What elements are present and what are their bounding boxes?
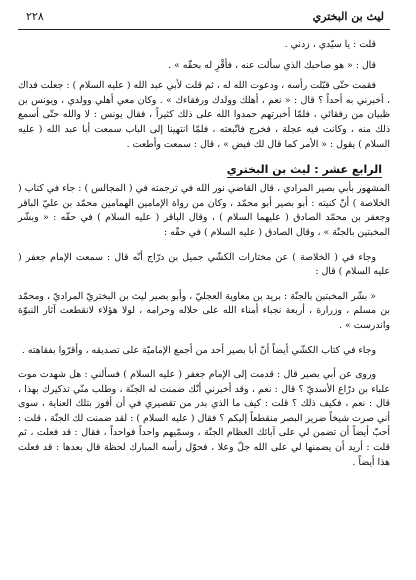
document-body: [18, 38, 390, 470]
paragraph: قال : « هو صاحبك الذي سألت عنه ، فأقْرِ له بحقّه » .: [168, 59, 376, 71]
paragraph: فقمت حتّى قبّلت رأسه ، ودعوت الله له ، ثم قلت لأبي عبد الله ( عليه السلام ) : جعلت فداك ، أخبرني به أحداً ؟ قال : « نعم ، أهلك وولدك ورفقاءك » . وكان معي أهلي وولدي ، ويونس بن ظبيان من رفقائي ، فلمّا أخبرتهم حمدوا الله على ذلك كثيراً ، فقال يونس : لا والله حتّى أسمع ذلك منه ، وكانت فيه عجلة ، فخرج فاتّبعته ، فلمّا انتهينا إلى الباب سمعت أبا عبد الله ( عليه السلام ) يقول : « الأمر كما قال لك فيض » ، قال : سمعت وأطعت .: [18, 80, 390, 150]
paragraph: وجاء في كتاب الكشّي أيضاً أنّ أبا بصير أحد من أجمع الإماميّة على تصديقه ، وأقرّوا بفقاهته .: [21, 344, 376, 356]
section-heading-text: الرابع عشر : ليث بن البختري: [226, 163, 382, 177]
paragraph: المشهور بأبي بصير المرادي ، قال القاضي نور الله في ترجمته في ( المجالس ) : جاء في كتاب ( الخلاصة ) أنّ كنيته : أبو بصير أبو محمّد ، وكان من رواة الإمامين الهمامين محمّد بن عليّ الباقر وجعفر بن محمّد الصادق ( عليهما السلام ) ، وقال الباقر ( عليه السلام ) في حقّه : « وبشّر المخبتين بالجنّة » ، وقال الصادق ( عليه السلام ) في حقّه :: [18, 183, 390, 238]
section-heading: [18, 162, 390, 178]
page-number: ٢٢٨: [26, 10, 44, 23]
paragraph: وجاء في ( الخلاصة ) عن مختارات الكشّي جميل بن درّاج أنّه قال : سمعت الإمام جعفر ( عليه السلام ) قال :: [18, 251, 390, 278]
running-title: ليث بن البختري: [312, 10, 384, 23]
paragraph: قلت : يا سيّدي ، زدني .: [284, 39, 376, 50]
header-rule: [18, 29, 390, 30]
page-header: [18, 6, 390, 28]
quote-paragraph: « بشّر المخبتين بالجنّة : بريد بن معاوية العجليّ ، وأبو بصير ليث بن البختريّ المراديّ ، ومحمّد بن مسلم ، وزرارة ، أربعة نجباء أمناء الله على حلاله وحرامه ، لولا هؤلاء لانقطعت آثار النبوّة واندرست » .: [18, 290, 390, 331]
paragraph: وروى عن أبي بصير قال : قدمت إلى الإمام جعفر ( عليه السلام ) فسألني : هل شهدت موت علباء بن درّاع الأسديّ ؟ قال : نعم ، وقد أخبرني أنّك ضمنت له الجنّة ، وطلب منّي تذكيرك بهذا ، قال : نعم ، فكيف ذلك ؟ قلت : كيف ما الذي بدر من تقصيري في أن أفوز بتلك العناية ، سوى أني صرت شيخاً ضرير البصر منقطعاً إليكم ؟ فقال ( عليه السلام ) : لقد ضمنت لك الجنّة ، قلت : أحبّ أيضاً أن تضمن لي على آبائك العظام الجنّة ، وسمّيهم واحداً فواحداً ، فقال : قد فعلت ، ثم قلت : أريد أن يضمنها لي على الله جلّ وعلا ، فحوّل رأسه المبارك لحظة قال بعدها : قد فعلت هذا أيضاً .: [18, 369, 390, 468]
